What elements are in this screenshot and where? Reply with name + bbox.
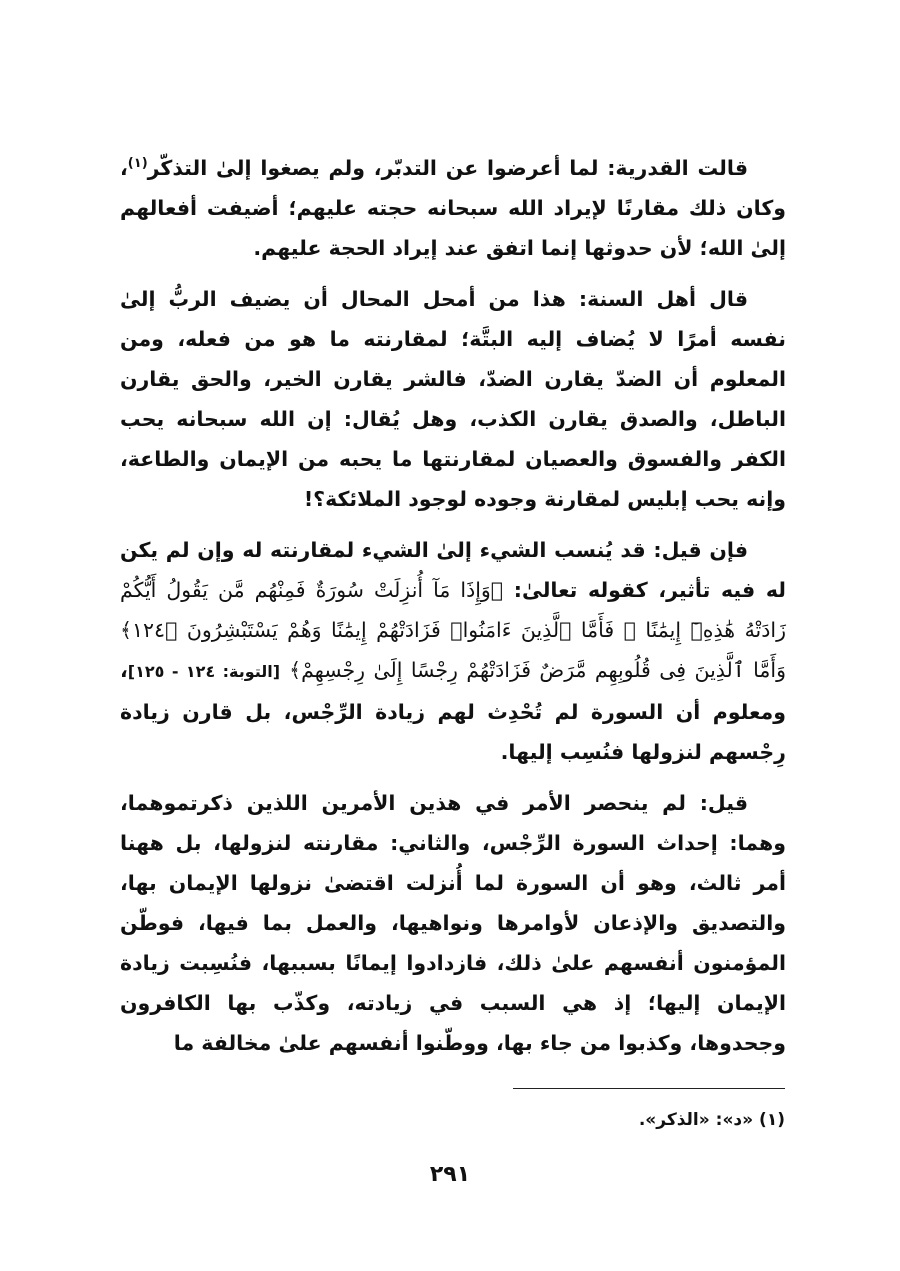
paragraph-qadariyya	[120, 148, 786, 268]
objection-outro: ، ومعلوم أن السورة لم تُحْدِث لهم زيادة الرِّجْس، بل قارن زيادة رِجْسهم لنزولها فنُسِب إليها.	[120, 658, 786, 764]
footnote-reference: (١)	[127, 156, 148, 172]
quran-verse: ﴿وَإِذَا مَآ أُنزِلَتْ سُورَةٌ فَمِنْهُم مَّن يَقُولُ أَيُّكُمْ زَادَتْهُ هَٰذِهِۦٓ إِيمَٰنًا ۚ فَأَمَّا ٱلَّذِينَ ءَامَنُوا۟ فَزَادَتْهُمْ إِيمَٰنًا وَهُمْ يَسْتَبْشِرُونَ ﴿١٢٤﴾ وَأَمَّا ٱلَّذِينَ فِى قُلُوبِهِم مَّرَضٌ فَزَادَتْهُمْ رِجْسًا إِلَىٰ رِجْسِهِمْ﴾	[120, 578, 787, 682]
verse-reference: [التوبة: ١٢٤ - ١٢٥]	[127, 662, 281, 681]
main-text	[120, 148, 786, 1074]
page-number: ٢٩١	[429, 1162, 471, 1187]
paragraph-ahl-al-sunna: قال أهل السنة: هذا من أمحل المحال أن يضيف الربُّ إلىٰ نفسه أمرًا لا يُضاف إليه البتَّة؛ لمقارنته ما هو من فعله، ومن المعلوم أن الضدّ يقارن الضدّ، فالشر يقارن الخير، والحق يقارن الباطل، والصدق يقارن الكذب، وهل يُقال: إن الله سبحانه يحب الكفر والفسوق والعصيان لمقارنتها ما يحبه من الإيمان والطاعة، وإنه يحب إبليس لمقارنة وجوده لوجود الملائكة؟!	[120, 287, 786, 511]
paragraph-objection	[120, 530, 786, 772]
paragraph-1-after-note: ، وكان ذلك مقارنًا لإيراد الله سبحانه حجته عليهم؛ أضيفت أفعالهم إلىٰ الله؛ لأن حدوثها إنما اتفق عند إيراد الحجة عليهم.	[120, 156, 786, 260]
footnote-separator	[513, 1088, 785, 1089]
footnote: (١) «د»: «الذكر».	[638, 1110, 785, 1130]
objection-intro: فإن قيل: قد يُنسب الشيء إلىٰ الشيء لمقارنته له وإن لم يكن له فيه تأثير، كقوله تعالىٰ:	[120, 538, 786, 602]
paragraph-1-before-note: قالت القدرية: لما أعرضوا عن التدبّر، ولم يصغوا إلىٰ التذكّر	[147, 156, 748, 180]
paragraph-reply: قيل: لم ينحصر الأمر في هذين الأمرين اللذين ذكرتموهما، وهما: إحداث السورة الرِّجْس، والثاني: مقارنته لنزولها، بل ههنا أمر ثالث، وهو أن السورة لما أُنزلت اقتضىٰ نزولها الإيمان بها، والتصديق والإذعان لأوامرها ونواهيها، والعمل بما فيها، فوطّن المؤمنون أنفسهم علىٰ ذلك، فازدادوا إيمانًا بسببها، فنُسِبت زيادة الإيمان إليها؛ إذ هي السبب في زيادته، وكذّب بها الكافرون وجحدوها، وكذبوا من جاء بها، ووطّنوا أنفسهم علىٰ مخالفة ما	[120, 791, 786, 1055]
